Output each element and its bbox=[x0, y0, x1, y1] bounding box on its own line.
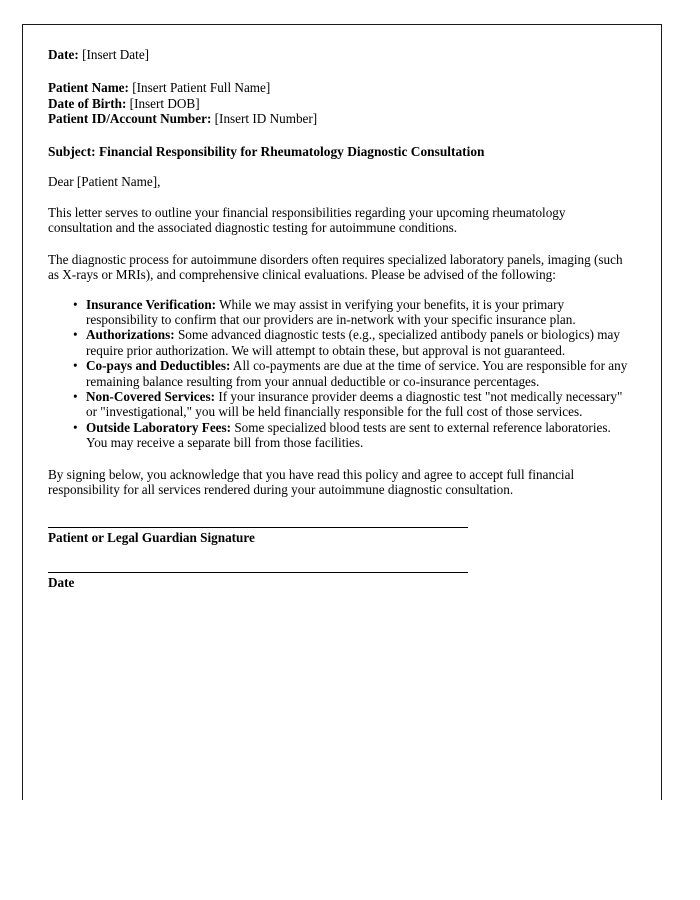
intro-paragraph: This letter serves to outline your financial responsibilities regarding your upcoming rheumatology consultation and the associated diagnostic testing for autoimmune conditions. bbox=[48, 204, 566, 236]
header-field-patient-name-value: [Insert Patient Full Name] bbox=[132, 80, 271, 96]
header-field-patient-id-value: [Insert ID Number] bbox=[214, 110, 318, 126]
list-item-lead: Non-Covered Services: bbox=[86, 389, 216, 405]
header-field-date-value: [Insert Date] bbox=[82, 47, 150, 62]
list-item bbox=[48, 297, 632, 328]
document-content bbox=[48, 47, 632, 591]
salutation: Dear [Patient Name], bbox=[48, 173, 161, 189]
spacer bbox=[48, 126, 632, 144]
spacer bbox=[48, 546, 632, 572]
signature-label-date: Date bbox=[48, 575, 75, 591]
header-field-dob-label: Date of Birth: bbox=[48, 95, 127, 111]
spacer bbox=[48, 62, 632, 80]
header-field-patient-id-label: Patient ID/Account Number: bbox=[48, 110, 212, 126]
header-field-patient-name-label: Patient Name: bbox=[48, 80, 129, 96]
header-field-date bbox=[48, 47, 632, 62]
document-page bbox=[22, 24, 662, 800]
signature-label-patient: Patient or Legal Guardian Signature bbox=[48, 530, 255, 546]
list-item-text: Some specialized blood tests are sent to external reference laboratories. You may receive a separate bill from those facilities. bbox=[86, 419, 611, 451]
list-item-text: All co-payments are due at the time of service. You are responsible for any remaining balance resulting from your annual deductible or co-insurance percentages. bbox=[86, 358, 628, 389]
spacer bbox=[48, 497, 632, 527]
header-field-dob-value: [Insert DOB] bbox=[129, 95, 200, 111]
header-field-patient-id bbox=[48, 111, 632, 126]
list-item bbox=[48, 389, 632, 420]
list-item bbox=[48, 420, 632, 451]
list-item-lead: Outside Laboratory Fees: bbox=[86, 419, 232, 435]
list-item-lead: Co-pays and Deductibles: bbox=[86, 358, 231, 374]
spacer bbox=[48, 160, 632, 174]
responsibility-list bbox=[48, 297, 632, 451]
header-field-patient-name bbox=[48, 80, 632, 95]
spacer bbox=[48, 189, 632, 205]
header-field-date-label: Date: bbox=[48, 47, 79, 62]
list-item-lead: Insurance Verification: bbox=[86, 296, 217, 312]
closing-paragraph: By signing below, you acknowledge that you have read this policy and agree to accept full financial responsibility for all services rendered during your autoimmune diagnostic consultation. bbox=[48, 466, 575, 498]
list-item bbox=[48, 327, 632, 358]
list-item-text: While we may assist in verifying your benefits, it is your primary responsibility to confirm that our providers are in-network with your specific insurance plan. bbox=[86, 296, 576, 328]
list-item-text: If your insurance provider deems a diagnostic test "not medically necessary" or "investigational," you will be held financially responsible for the full cost of those services. bbox=[86, 389, 623, 420]
spacer bbox=[48, 283, 632, 297]
signature-block-date bbox=[48, 572, 632, 591]
list-item-lead: Authorizations: bbox=[86, 327, 175, 343]
subject-line: Subject: Financial Responsibility for Rheumatology Diagnostic Consultation bbox=[48, 144, 485, 160]
list-item bbox=[48, 358, 632, 389]
list-item-text: Some advanced diagnostic tests (e.g., specialized antibody panels or biologics) may require prior authorization. We will attempt to obtain these, but approval is not guaranteed. bbox=[86, 327, 620, 358]
header-field-dob bbox=[48, 96, 632, 111]
spacer bbox=[48, 451, 632, 467]
signature-block-patient bbox=[48, 527, 632, 546]
spacer bbox=[48, 236, 632, 252]
lead-in-paragraph: The diagnostic process for autoimmune disorders often requires specialized laboratory panels, imaging (such as X-rays or MRIs), and comprehensive clinical evaluations. Please be advised of the following: bbox=[48, 251, 623, 283]
